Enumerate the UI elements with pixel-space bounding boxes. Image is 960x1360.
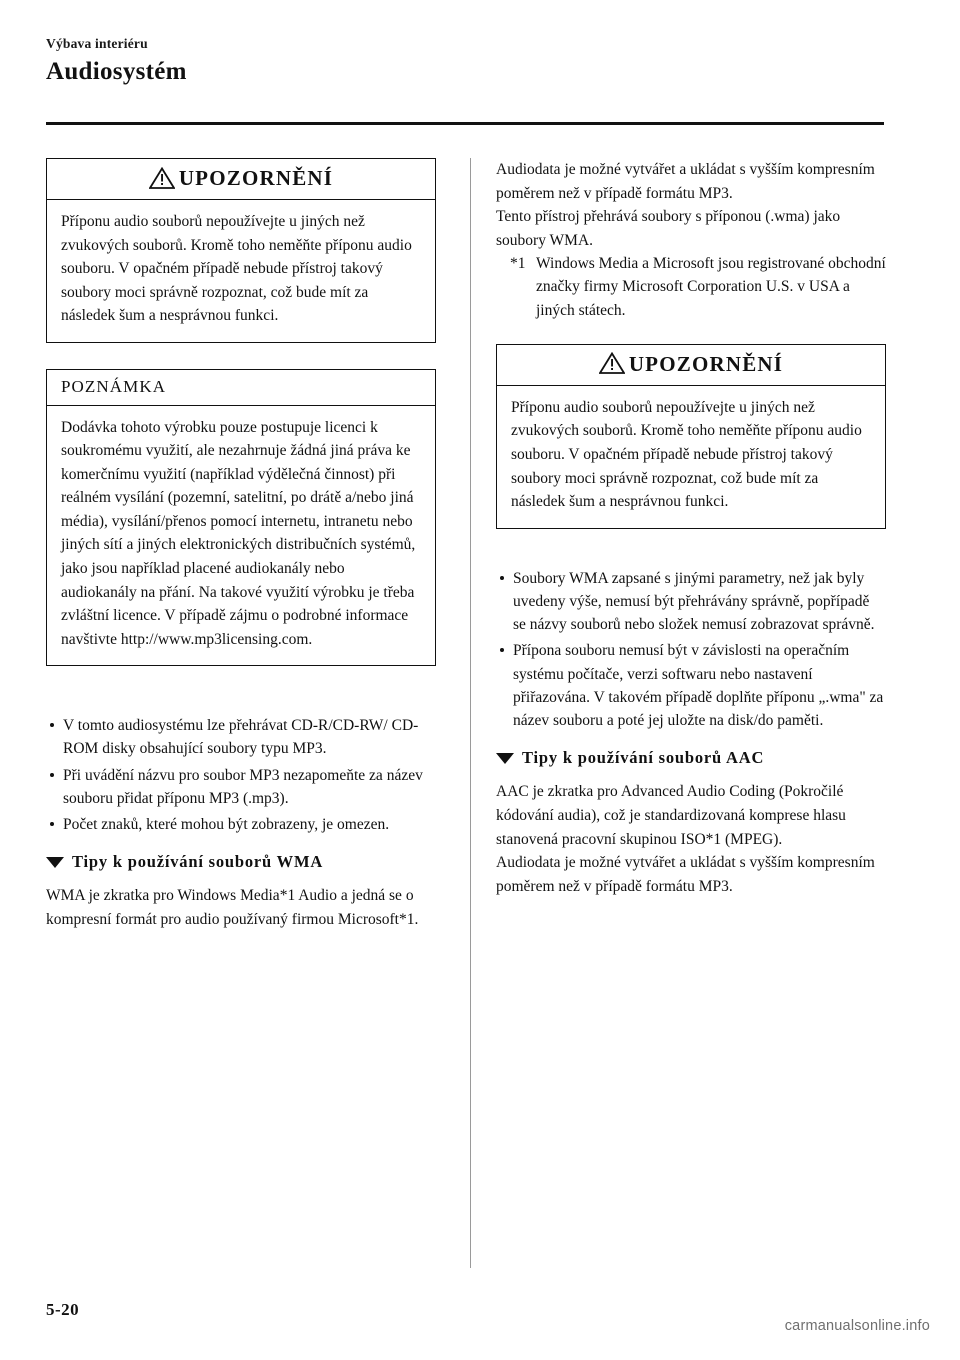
list-item: Počet znaků, které mohou být zobrazeny, je omezen. — [46, 813, 436, 836]
warning-box-right-text: Příponu audio souborů nepoužívejte u jiných než zvukových souborů. Kromě toho neměňte příponu audio souboru. V opačném případě nebude přístroj takový soubory moci správně rozpoznat, což bude mít za následek šum a nesprávnou funkci. — [511, 398, 862, 511]
header-rule — [46, 122, 884, 125]
page-number: 5-20 — [46, 1300, 80, 1319]
right-bullet-list — [496, 567, 886, 733]
right-intro-paragraph-2: Tento přístroj přehrává soubory s příponou (.wma) jako soubory WMA. — [496, 208, 841, 249]
triangle-bullet-icon — [496, 753, 514, 764]
list-item: Soubory WMA zapsané s jinými parametry, než jak byly uvedeny výše, nemusí být přehrávány správně, popřípadě se názvy souborů nebo složek nemusí zobrazovat správně. — [496, 567, 886, 637]
tip-heading-wma-label: Tipy k používání souborů WMA — [72, 852, 324, 872]
tip-wma-paragraph: WMA je zkratka pro Windows Media*1 Audio a jedná se o kompresní formát pro audio používaný firmou Microsoft*1. — [46, 887, 419, 928]
note-box-body — [47, 406, 435, 665]
note-box-header — [47, 370, 435, 406]
tip-aac-paragraph-2: Audiodata je možné vytvářet a ukládat s vyšším kompresním poměrem než v případě formátu MP3. — [496, 854, 875, 895]
tip-heading-aac-label: Tipy k používání souborů AAC — [522, 748, 765, 768]
tip-heading-wma — [46, 852, 436, 872]
tip-aac-paragraph-1: AAC je zkratka pro Advanced Audio Coding (Pokročilé kódování audia), což je standardizovaná komprese hlasu stanovená pracovní skupinou ISO*1 (MPEG). — [496, 783, 846, 848]
right-intro-paragraph-1: Audiodata je možné vytvářet a ukládat s vyšším kompresním poměrem než v případě formátu MP3. — [496, 161, 875, 202]
note-box-text: Dodávka tohoto výrobku pouze postupuje licenci k soukromému využití, ale nezahrnuje žádná jiná práva ke komerčnímu využití (například výdělečná činnost) při reálném vysílání (pozemní, satelitní, po drátě a/nebo jiná média), vysílání/přenos pomocí internetu, intranetu nebo jiných sítí a jiných elektronických distribučních systémů, jako jsou například placené audiokanály nebo audiokanály na přání. Na takové využití výrobku je třeba zvláštní licence. V případě zájmu o podrobné informace navštivte http://www.mp3licensing.com. — [61, 418, 416, 648]
warning-triangle-icon — [149, 167, 175, 189]
note-box-title: POZNÁMKA — [61, 376, 167, 396]
column-divider — [470, 158, 471, 1268]
watermark: carmanualsonline.info — [784, 1318, 930, 1334]
warning-box-left-text: Příponu audio souborů nepoužívejte u jiných než zvukových souborů. Kromě toho neměňte příponu audio souboru. V opačném případě nebude přístroj takový soubory moci správně rozpoznat, což bude mít za následek šum a nesprávnou funkci. — [61, 213, 412, 325]
list-item: Při uvádění názvu pro soubor MP3 nezapomeňte za název souboru přidat příponu MP3 (.mp3). — [46, 764, 436, 811]
triangle-bullet-icon — [46, 857, 64, 868]
list-item: Přípona souboru nemusí být v závislosti na operačním systému počítače, verzi softwaru nebo nastavení přiřazována. V takovém případě doplňte příponu „.wma" za název souboru a poté jej uložte na disk/do paměti. — [496, 639, 886, 732]
note-box — [46, 369, 436, 666]
warning-box-right-header — [497, 345, 885, 386]
warning-box-left-title: UPOZORNĚNÍ — [178, 166, 334, 190]
footnote-wma — [496, 252, 886, 322]
footnote-text: Windows Media a Microsoft jsou registrované obchodní značky firmy Microsoft Corporation U.S. v USA a jiných státech. — [536, 255, 886, 319]
right-column — [496, 158, 886, 898]
warning-box-right-body — [497, 386, 885, 528]
page-header — [46, 36, 886, 87]
warning-box-left-body — [47, 200, 435, 342]
warning-triangle-icon — [599, 352, 625, 374]
warning-box-right — [496, 344, 886, 529]
warning-box-right-title: UPOZORNĚNÍ — [628, 351, 784, 376]
section-kicker: Výbava interiéru — [46, 36, 148, 51]
page-title: Audiosystém — [46, 58, 187, 86]
tip-heading-aac — [496, 748, 886, 768]
left-bullet-list — [46, 714, 436, 836]
footnote-mark: *1 — [510, 255, 526, 273]
warning-box-left-header — [47, 159, 435, 200]
list-item: V tomto audiosystému lze přehrávat CD-R/CD-RW/ CD-ROM disky obsahující soubory typu MP3. — [46, 714, 436, 761]
left-column — [46, 158, 436, 932]
warning-box-left — [46, 158, 436, 343]
